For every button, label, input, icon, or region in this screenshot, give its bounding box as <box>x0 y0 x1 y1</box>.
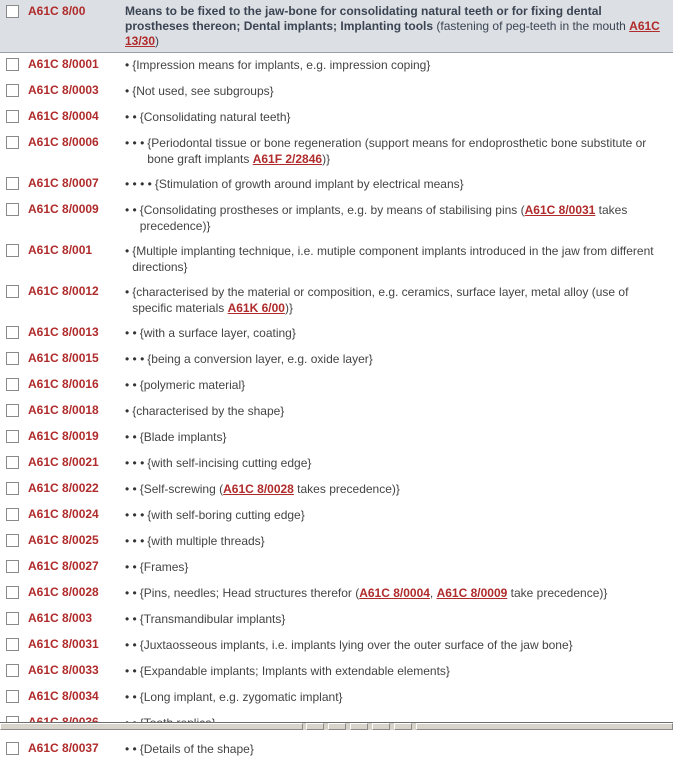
row-checkbox-cell <box>0 284 28 301</box>
classification-code-link[interactable]: A61C 8/0027 <box>28 559 99 573</box>
row-code-cell <box>28 637 125 651</box>
row-description-cell <box>125 559 673 575</box>
classification-code-link[interactable]: A61C 8/0028 <box>28 585 99 599</box>
row-description-cell <box>125 533 673 549</box>
table-row <box>0 198 673 239</box>
row-description-cell <box>125 202 673 234</box>
row-checkbox[interactable] <box>6 404 19 417</box>
row-description-cell <box>125 57 673 73</box>
description-text: {Multiple implanting technique, i.e. mutiple component implants introduced in the jaw from different directions} <box>132 244 654 274</box>
row-description-cell <box>125 455 673 471</box>
toolbar-button[interactable] <box>328 723 346 730</box>
row-checkbox-cell <box>0 611 28 628</box>
description-text: {Consolidating natural teeth} <box>139 110 291 124</box>
row-checkbox-cell <box>0 507 28 524</box>
row-description-cell <box>125 663 673 679</box>
hierarchy-dots: • • • <box>125 456 145 470</box>
table-row <box>0 503 673 529</box>
row-code-cell <box>28 57 125 71</box>
row-code-cell <box>28 455 125 469</box>
row-checkbox[interactable] <box>6 326 19 339</box>
row-description-cell <box>125 611 673 627</box>
description-text: {being a conversion layer, e.g. oxide layer} <box>147 352 373 366</box>
classification-code-link[interactable]: A61C 8/0001 <box>28 57 99 71</box>
hierarchy-dots: • • <box>125 638 137 652</box>
row-checkbox-cell <box>0 109 28 126</box>
row-code-cell <box>28 202 125 216</box>
row-checkbox[interactable] <box>6 612 19 625</box>
table-row <box>0 555 673 581</box>
table-row <box>0 425 673 451</box>
row-checkbox[interactable] <box>6 244 19 257</box>
description-text: {Stimulation of growth around implant by electrical means} <box>154 177 464 191</box>
row-checkbox[interactable] <box>6 508 19 521</box>
row-code-cell <box>28 559 125 573</box>
row-checkbox[interactable] <box>6 638 19 651</box>
classification-code-link[interactable]: A61C 8/0022 <box>28 481 99 495</box>
row-description-cell <box>125 481 673 497</box>
table-row <box>0 53 673 79</box>
hierarchy-dots: • <box>125 404 130 418</box>
classification-code-link[interactable]: A61C 8/0033 <box>28 663 99 677</box>
header-note-suffix: ) <box>155 34 160 48</box>
row-checkbox[interactable] <box>6 352 19 365</box>
row-checkbox[interactable] <box>6 110 19 123</box>
row-description-cell <box>125 377 673 393</box>
row-checkbox-cell <box>0 176 28 193</box>
row-description-cell <box>125 325 673 341</box>
hierarchy-dots: • <box>125 285 130 299</box>
description-text: {with self-incising cutting edge} <box>147 456 312 470</box>
row-checkbox-cell <box>0 135 28 152</box>
classification-code-link[interactable]: A61C 8/0007 <box>28 176 99 190</box>
header-title-cell <box>125 4 673 49</box>
row-checkbox[interactable] <box>6 690 19 703</box>
classification-code-link[interactable]: A61C 8/0025 <box>28 533 99 547</box>
classification-code-link[interactable]: A61C 8/0031 <box>28 637 99 651</box>
row-description-cell <box>125 109 673 125</box>
table-row <box>0 737 673 763</box>
row-checkbox[interactable] <box>6 177 19 190</box>
header-classification-code-link[interactable]: A61C 8/00 <box>28 4 86 18</box>
table-row <box>0 105 673 131</box>
row-code-cell <box>28 481 125 495</box>
row-description-cell <box>125 741 673 757</box>
description-text: {with a surface layer, coating} <box>139 326 296 340</box>
row-checkbox-cell <box>0 83 28 100</box>
table-row <box>0 280 673 321</box>
table-row <box>0 239 673 280</box>
row-description-cell <box>125 351 673 367</box>
table-row <box>0 172 673 198</box>
row-code-cell <box>28 611 125 625</box>
row-checkbox-cell <box>0 533 28 550</box>
classification-code-link[interactable]: A61C 8/003 <box>28 611 93 625</box>
row-code-cell <box>28 585 125 599</box>
header-note-reference-link[interactable]: A61C 13/30 <box>125 19 660 48</box>
row-description-cell <box>125 284 673 316</box>
row-description-cell <box>125 243 673 275</box>
table-row <box>0 633 673 659</box>
hierarchy-dots: • • <box>125 430 137 444</box>
classification-table <box>0 53 673 763</box>
row-code-cell <box>28 507 125 521</box>
row-checkbox[interactable] <box>6 58 19 71</box>
table-row <box>0 373 673 399</box>
description-text: {Long implant, e.g. zygomatic implant} <box>139 690 343 704</box>
hierarchy-dots: • • <box>125 203 137 217</box>
row-code-cell <box>28 403 125 417</box>
classification-code-link[interactable]: A61C 8/0019 <box>28 429 99 443</box>
toolbar-button[interactable] <box>416 723 673 730</box>
description-text: {with multiple threads} <box>147 534 265 548</box>
row-checkbox-cell <box>0 559 28 576</box>
description-text: {Periodontal tissue or bone regeneration (support means for endoprosthetic bone substitute or bone graft implants A61F 2/2846)} <box>147 136 647 166</box>
row-checkbox-cell <box>0 202 28 219</box>
table-row <box>0 685 673 711</box>
classification-code-link[interactable]: A61C 8/0015 <box>28 351 99 365</box>
description-text: {Not used, see subgroups} <box>132 84 274 98</box>
row-description-cell <box>125 403 673 419</box>
description-text: {Expandable implants; Implants with extendable elements} <box>139 664 450 678</box>
hierarchy-dots: • • • <box>125 508 145 522</box>
row-code-cell <box>28 663 125 677</box>
header-row <box>0 0 673 53</box>
description-text: {with self-boring cutting edge} <box>147 508 305 522</box>
reference-code-link[interactable]: A61F 2/2846 <box>252 152 323 166</box>
description-text: {Impression means for implants, e.g. impression coping} <box>132 58 431 72</box>
row-description-cell <box>125 83 673 99</box>
description-text: {Transmandibular implants} <box>139 612 286 626</box>
row-checkbox-cell <box>0 481 28 498</box>
hierarchy-dots: • • • • <box>125 177 152 191</box>
header-code-cell <box>28 4 125 19</box>
row-checkbox[interactable] <box>6 378 19 391</box>
hierarchy-dots: • • <box>125 742 137 756</box>
hierarchy-dots: • • <box>125 110 137 124</box>
row-code-cell <box>28 176 125 190</box>
row-description-cell <box>125 507 673 523</box>
table-row <box>0 399 673 425</box>
row-checkbox[interactable] <box>6 664 19 677</box>
row-checkbox-cell <box>0 689 28 706</box>
description-text: {characterised by the shape} <box>132 404 285 418</box>
header-checkbox[interactable] <box>6 5 19 18</box>
row-code-cell <box>28 741 125 755</box>
hierarchy-dots: • • • <box>125 352 145 366</box>
row-checkbox-cell <box>0 377 28 394</box>
description-text: {Frames} <box>139 560 189 574</box>
header-note-prefix: (fastening of peg-teeth in the mouth <box>433 19 630 33</box>
table-row <box>0 79 673 105</box>
table-row <box>0 581 673 607</box>
toolbar-button[interactable] <box>372 723 390 730</box>
row-checkbox[interactable] <box>6 203 19 216</box>
classification-code-link[interactable]: A61C 8/0016 <box>28 377 99 391</box>
hierarchy-dots: • <box>125 84 130 98</box>
row-code-cell <box>28 83 125 97</box>
row-code-cell <box>28 689 125 703</box>
toolbar-button[interactable] <box>394 723 412 730</box>
classification-code-link[interactable]: A61C 8/0037 <box>28 741 99 755</box>
description-text: {Pins, needles; Head structures therefor (A61C 8/0004, A61C 8/0009 take precedence)} <box>139 586 608 600</box>
table-row <box>0 529 673 555</box>
row-checkbox[interactable] <box>6 560 19 573</box>
row-checkbox[interactable] <box>6 430 19 443</box>
row-code-cell <box>28 377 125 391</box>
row-code-cell <box>28 109 125 123</box>
toolbar-button[interactable] <box>0 723 303 730</box>
row-code-cell <box>28 351 125 365</box>
row-checkbox[interactable] <box>6 586 19 599</box>
classification-code-link[interactable]: A61C 8/0021 <box>28 455 99 469</box>
hierarchy-dots: • • <box>125 326 137 340</box>
row-description-cell <box>125 637 673 653</box>
table-row <box>0 131 673 172</box>
row-description-cell <box>125 689 673 705</box>
row-checkbox-cell <box>0 243 28 260</box>
header-checkbox-cell <box>0 4 28 22</box>
row-checkbox[interactable] <box>6 534 19 547</box>
hierarchy-dots: • • <box>125 690 137 704</box>
table-row <box>0 347 673 373</box>
row-checkbox[interactable] <box>6 456 19 469</box>
classification-code-link[interactable]: A61C 8/0034 <box>28 689 99 703</box>
row-checkbox-cell <box>0 663 28 680</box>
row-description-cell <box>125 585 673 601</box>
description-text: {characterised by the material or composition, e.g. ceramics, surface layer, metal alloy (use of specific materials A61K 6/00)} <box>132 285 629 315</box>
row-checkbox-cell <box>0 741 28 758</box>
row-checkbox[interactable] <box>6 136 19 149</box>
row-checkbox-cell <box>0 637 28 654</box>
row-code-cell <box>28 243 125 257</box>
classification-code-link[interactable]: A61C 8/0006 <box>28 135 99 149</box>
reference-code-link[interactable]: A61C 8/0028 <box>223 482 294 496</box>
classification-code-link[interactable]: A61C 8/0024 <box>28 507 99 521</box>
hierarchy-dots: • • <box>125 378 137 392</box>
toolbar-button[interactable] <box>306 723 324 730</box>
description-text: {Consolidating prostheses or implants, e.g. by means of stabilising pins (A61C 8/0031 takes precedence)} <box>139 203 628 233</box>
hierarchy-dots: • • • <box>125 136 145 150</box>
reference-code-link[interactable]: A61C 8/0009 <box>436 586 508 600</box>
hierarchy-dots: • • • <box>125 534 145 548</box>
classification-code-link[interactable]: A61C 8/0009 <box>28 202 99 216</box>
reference-code-link[interactable]: A61C 8/0004 <box>359 586 430 600</box>
row-code-cell <box>28 325 125 339</box>
row-checkbox[interactable] <box>6 482 19 495</box>
classification-code-link[interactable]: A61C 8/001 <box>28 243 93 257</box>
row-checkbox-cell <box>0 351 28 368</box>
row-checkbox-cell <box>0 455 28 472</box>
row-checkbox-cell <box>0 57 28 74</box>
hierarchy-dots: • • <box>125 560 137 574</box>
reference-code-link[interactable]: A61K 6/00 <box>227 301 285 315</box>
row-description-cell <box>125 135 673 167</box>
classification-code-link[interactable]: A61C 8/0004 <box>28 109 99 123</box>
row-code-cell <box>28 533 125 547</box>
toolbar-button[interactable] <box>350 723 368 730</box>
description-text: {Blade implants} <box>139 430 227 444</box>
hierarchy-dots: • • <box>125 664 137 678</box>
table-row <box>0 607 673 633</box>
row-description-cell <box>125 176 673 192</box>
row-checkbox-cell <box>0 403 28 420</box>
row-checkbox-cell <box>0 585 28 602</box>
classification-code-link[interactable]: A61C 8/0018 <box>28 403 99 417</box>
row-checkbox[interactable] <box>6 84 19 97</box>
reference-code-link[interactable]: A61C 8/0031 <box>524 203 596 217</box>
table-row <box>0 321 673 347</box>
hierarchy-dots: • <box>125 244 130 258</box>
description-text: {polymeric material} <box>139 378 246 392</box>
header-title: Means to be fixed to the jaw-bone for consolidating natural teeth or for fixing dental prostheses thereon; Dental implants; Implanting tools <box>125 4 602 33</box>
table-row <box>0 477 673 503</box>
bottom-toolbar-cutoff <box>0 722 673 730</box>
hierarchy-dots: • • <box>125 482 137 496</box>
table-row <box>0 451 673 477</box>
row-code-cell <box>28 135 125 149</box>
description-text: {Self-screwing (A61C 8/0028 takes precedence)} <box>139 482 400 496</box>
description-text: {Details of the shape} <box>139 742 254 756</box>
row-checkbox[interactable] <box>6 742 19 755</box>
hierarchy-dots: • <box>125 58 130 72</box>
row-code-cell <box>28 284 125 298</box>
row-checkbox-cell <box>0 429 28 446</box>
row-description-cell <box>125 429 673 445</box>
description-text: {Juxtaosseous implants, i.e. implants lying over the outer surface of the jaw bone} <box>139 638 573 652</box>
classification-code-link[interactable]: A61C 8/0013 <box>28 325 99 339</box>
row-checkbox[interactable] <box>6 285 19 298</box>
row-checkbox-cell <box>0 325 28 342</box>
table-row <box>0 659 673 685</box>
hierarchy-dots: • • <box>125 612 137 626</box>
hierarchy-dots: • • <box>125 586 137 600</box>
classification-code-link[interactable]: A61C 8/0012 <box>28 284 99 298</box>
classification-code-link[interactable]: A61C 8/0003 <box>28 83 99 97</box>
row-code-cell <box>28 429 125 443</box>
